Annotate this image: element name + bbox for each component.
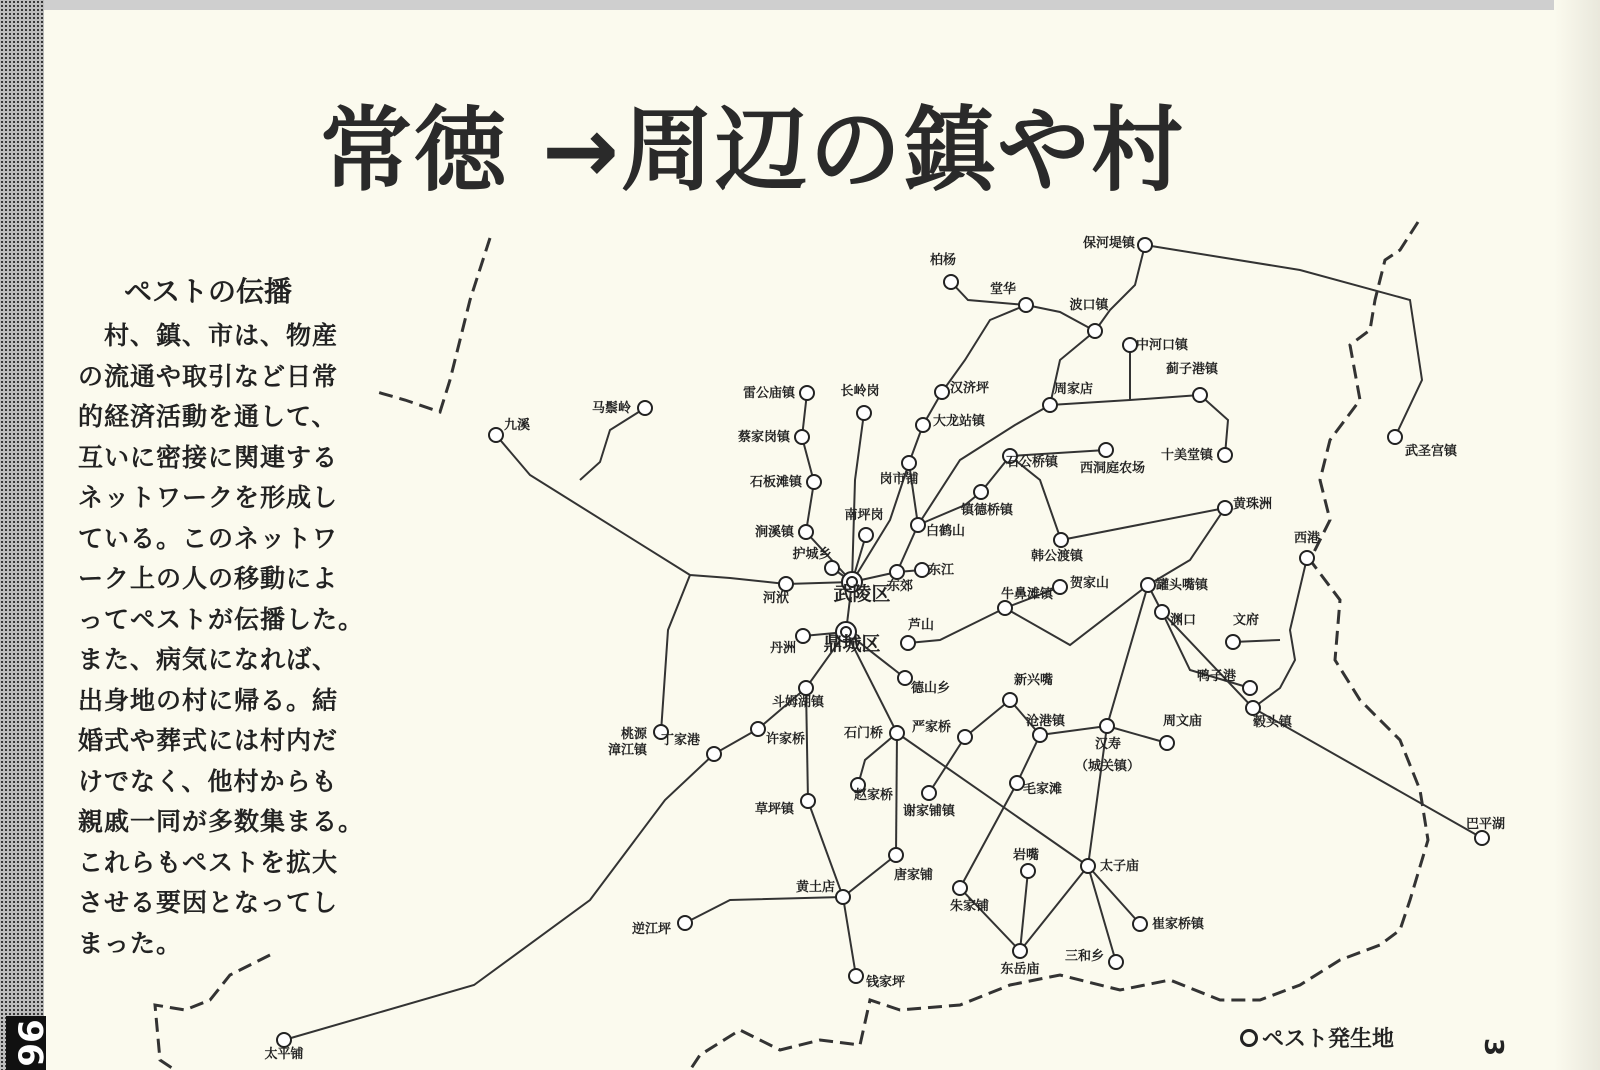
- plague-site-marker: [1081, 859, 1095, 873]
- place-label-taoyuan: 桃源漳江镇: [607, 727, 647, 758]
- plague-site-marker: [958, 730, 972, 744]
- sidebar-line: まった。: [78, 928, 183, 958]
- plague-site-marker: [998, 601, 1012, 615]
- plague-site-marker: [898, 671, 912, 685]
- sidebar-line: 互いに密接に関連する: [78, 442, 339, 472]
- plague-site-marker: [801, 794, 815, 808]
- plague-site-marker: [751, 722, 765, 736]
- sidebar-line: ネットワークを形成し: [78, 483, 339, 512]
- legend-label: ペスト発生地: [1262, 1027, 1395, 1052]
- place-label-hanji: 汉济坪: [950, 381, 990, 396]
- plague-site-marker: [1043, 398, 1057, 412]
- route-line: [929, 700, 1010, 793]
- place-label-tanghua: 堂华: [989, 282, 1016, 297]
- plague-site-marker: [889, 848, 903, 862]
- plague-site-marker: [974, 485, 988, 499]
- place-label-zhonghekou: 中河口镇: [1136, 338, 1189, 353]
- place-label-shimeitang: 十美堂镇: [1160, 448, 1213, 463]
- region-border-0: [377, 238, 490, 412]
- place-label-gutoujin: 毂头镇: [1253, 715, 1293, 730]
- plague-site-marker: [795, 430, 809, 444]
- sidebar-line: 親戚一同が多数集まる。: [78, 807, 365, 836]
- place-label-changling: 长岭岗: [840, 384, 880, 399]
- plague-site-marker: [890, 726, 904, 740]
- place-label-baiheshan: 白鹤山: [926, 524, 966, 539]
- plague-site-marker: [1019, 298, 1033, 312]
- place-label-zhaojiaqiao: 赵家桥: [854, 788, 894, 803]
- place-label-xidongting: 西洞庭农场: [1080, 461, 1146, 476]
- plague-site-marker: [825, 561, 839, 575]
- sidebar-line: ってペストが伝播した。: [78, 604, 365, 634]
- plague-site-marker: [1155, 605, 1169, 619]
- plague-site-marker: [1088, 324, 1102, 338]
- page-number-left: 96: [6, 1016, 46, 1070]
- place-label-huangtudian: 黄土店: [795, 880, 835, 895]
- plague-site-marker: [796, 629, 810, 643]
- place-label-lushan: 芦山: [908, 618, 935, 633]
- place-label-nanping: 南坪岗: [844, 508, 884, 523]
- place-label-canggang: 沧港镇: [1026, 714, 1066, 729]
- place-label-zhujiapu: 朱家铺: [950, 899, 990, 914]
- plague-site-marker: [911, 518, 925, 532]
- place-label-caopingxu: 草坪镇: [754, 802, 794, 817]
- plague-site-marker: [1099, 443, 1113, 457]
- place-label-taiping: 太平铺: [264, 1047, 304, 1062]
- place-label-huxiang: 护城乡: [792, 547, 832, 562]
- route-line: [1020, 871, 1028, 951]
- place-label-majiaqi: 马鬃岭: [591, 401, 631, 416]
- route-line: [1020, 866, 1088, 951]
- route-line: [843, 897, 856, 976]
- plague-site-marker: [638, 401, 652, 415]
- route-line: [284, 729, 758, 1040]
- plague-site-marker: [922, 786, 936, 800]
- plague-site-marker: [890, 565, 904, 579]
- plague-site-marker: [1160, 736, 1174, 750]
- sidebar-line: 婚式や葬式には村内だ: [78, 726, 339, 755]
- plague-site-marker: [1246, 701, 1260, 715]
- plague-site-marker: [1475, 831, 1489, 845]
- plague-site-marker: [489, 428, 503, 442]
- place-label-shimenqiao: 石门桥: [843, 726, 883, 741]
- plague-site-marker: [779, 577, 793, 591]
- plague-site-marker: [915, 563, 929, 577]
- plague-site-marker: [1226, 635, 1240, 649]
- route-line: [1088, 585, 1148, 866]
- place-label-hejiashan: 贺家山: [1070, 576, 1110, 591]
- plague-site-marker: [1300, 551, 1314, 565]
- place-label-jiuxi: 九溪: [504, 418, 531, 433]
- sidebar-line: これらもペストを拡大: [78, 847, 339, 877]
- page-title: 常徳 →周辺の鎮や村: [320, 97, 1186, 204]
- plague-site-marker: [799, 525, 813, 539]
- place-label-yanjiaqiao: 严家桥: [911, 720, 951, 735]
- place-label-zhendeqiao: 镇德桥镇: [961, 503, 1014, 518]
- region-border-2: [155, 955, 270, 1070]
- place-label-jizigang: 蓟子港镇: [1165, 362, 1219, 377]
- plague-site-marker: [707, 747, 721, 761]
- sidebar-line: させる要因となってし: [78, 888, 339, 917]
- place-label-doumuhu: 斗姆湖镇: [771, 695, 825, 710]
- place-label-guantouzui: 罐头嘴镇: [1156, 578, 1209, 593]
- place-label-dongjiao: 东郊: [887, 579, 914, 594]
- page-number-right: 3: [1478, 1038, 1508, 1057]
- sidebar-line: けでなく、他村からも: [78, 766, 338, 796]
- place-label-hechuan: 河洑: [762, 591, 790, 606]
- route-line: [1253, 558, 1307, 708]
- place-label-xiyu: 西港: [1293, 531, 1321, 546]
- route-line: [685, 897, 843, 923]
- place-label-baiyang: 柏杨: [929, 253, 957, 268]
- plague-site-marker: [1054, 533, 1068, 547]
- sidebar-line: の流通や取引など日常: [78, 361, 339, 391]
- place-label-yazigang: 鸭子港: [1196, 669, 1236, 684]
- plague-site-marker: [1123, 338, 1137, 352]
- place-label-taizimiao: 太子庙: [1100, 859, 1140, 874]
- plague-site-marker: [1010, 776, 1024, 790]
- sidebar-heading: ペストの伝播: [124, 275, 293, 308]
- plague-site-marker: [849, 969, 863, 983]
- place-label-sanhexiang: 三和乡: [1064, 949, 1104, 964]
- map-legend: [1240, 1022, 1394, 1053]
- place-label-jiangxi: 涧溪镇: [754, 525, 794, 540]
- place-label-leigongmiao: 雷公庙镇: [742, 386, 795, 401]
- plague-site-marker: [1218, 448, 1232, 462]
- region-border-1: [690, 222, 1428, 1070]
- place-label-yanzui: 岩嘴: [1012, 848, 1040, 863]
- sidebar-line: ーク上の人の移動によ: [78, 564, 339, 593]
- plague-site-marker: [901, 636, 915, 650]
- place-label-dongyuemiao: 东岳庙: [1000, 962, 1040, 977]
- plague-site-marker: [857, 406, 871, 420]
- plague-site-marker: [1141, 578, 1155, 592]
- plague-site-marker: [1243, 681, 1257, 695]
- route-line: [942, 305, 1026, 392]
- place-label-niubitan: 牛鼻滩镇: [1001, 587, 1054, 602]
- plague-site-marker: [944, 275, 958, 289]
- place-label-gangshi: 岗市铺: [879, 472, 919, 487]
- place-label-dongjiang: 东江: [928, 563, 955, 578]
- sidebar-line: 村、鎮、市は、物産: [104, 321, 339, 350]
- plague-site-marker: [859, 528, 873, 542]
- place-label-xinxingzui: 新兴嘴: [1014, 673, 1054, 688]
- route-line: [1200, 395, 1228, 455]
- place-label-xiejiapu: 谢家铺镇: [903, 804, 956, 819]
- place-label-bokou: 波口镇: [1069, 298, 1109, 313]
- place-label-cuijiaqiao: 崔家桥镇: [1152, 917, 1205, 932]
- plague-site-marker: [836, 890, 850, 904]
- place-label-qianjiaping: 钱家坪: [866, 975, 906, 990]
- place-label-shibantan: 石板滩镇: [749, 475, 802, 490]
- place-label-deshan: 德山乡: [911, 681, 951, 696]
- route-line: [661, 575, 690, 732]
- place-label-xujiaqiao: 许家桥: [766, 732, 806, 747]
- place-label-lukou: 渊口: [1170, 613, 1197, 628]
- plague-site-marker: [935, 385, 949, 399]
- place-label-wuling: 武陵区: [833, 583, 891, 605]
- plague-site-marker: [902, 456, 916, 470]
- plague-site-marker: [1218, 501, 1232, 515]
- route-line: [896, 733, 897, 855]
- place-label-maojiatan: 毛家滩: [1023, 782, 1063, 797]
- sidebar-line: 出身地の村に帰る。結: [78, 685, 339, 715]
- plague-site-marker: [1033, 728, 1047, 742]
- route-line: [960, 783, 1020, 951]
- place-label-hanshou2: （城关镇）: [1075, 759, 1141, 774]
- place-label-nijiangping: 逆江坪: [631, 922, 671, 937]
- place-label-hanshou: 汉寿: [1095, 737, 1122, 752]
- route-line: [843, 855, 896, 897]
- place-label-dingcheng: 鼎城区: [823, 633, 881, 655]
- plague-site-marker: [277, 1033, 291, 1047]
- place-label-zhouguadian: 周家店: [1054, 382, 1094, 397]
- place-label-dalongzhan: 大龙站镇: [933, 414, 986, 429]
- place-label-huangzhuzhou: 黄珠洲: [1233, 497, 1273, 512]
- plague-site-marker: [1021, 864, 1035, 878]
- plague-site-marker: [1138, 238, 1152, 252]
- route-line: [1162, 612, 1482, 838]
- route-line: [1061, 508, 1225, 540]
- plague-site-marker: [916, 418, 930, 432]
- place-label-bapinghu: 巴平湖: [1466, 817, 1506, 832]
- route-line: [580, 408, 645, 480]
- plague-site-marker: [1133, 917, 1147, 931]
- place-label-wushenggong: 武圣宫镇: [1405, 444, 1458, 459]
- place-label-zhouwenmiao: 周文庙: [1163, 714, 1203, 729]
- place-label-baohedi: 保河堤镇: [1082, 236, 1135, 251]
- plague-site-marker: [1013, 944, 1027, 958]
- sidebar-line: 的経済活動を通して、: [78, 402, 338, 431]
- sidebar-line: また、病気になれば、: [78, 645, 339, 674]
- place-label-dingjiagang: 丁家港: [660, 733, 700, 748]
- place-label-danzhou: 丹洲: [769, 641, 797, 656]
- plague-site-marker: [678, 916, 692, 930]
- plague-site-marker: [1100, 719, 1114, 733]
- legend-circle-icon: [1240, 1029, 1258, 1047]
- plague-site-marker: [1003, 693, 1017, 707]
- place-label-hanlujing: 韩公渡镇: [1031, 549, 1084, 564]
- sidebar-line: ている。このネットワ: [78, 523, 339, 553]
- plague-site-marker: [807, 475, 821, 489]
- place-label-caijiagang: 蔡家岗镇: [737, 430, 790, 445]
- place-label-wenfu: 文府: [1233, 613, 1260, 628]
- route-line: [1148, 508, 1225, 585]
- place-label-shigongqiao: 石公桥镇: [1006, 455, 1059, 470]
- plague-site-marker: [1109, 955, 1123, 969]
- plague-site-marker: [953, 881, 967, 895]
- plague-site-marker: [1053, 580, 1067, 594]
- place-label-tangjiapu: 唐家铺: [894, 868, 934, 883]
- plague-site-marker: [800, 386, 814, 400]
- route-line: [1095, 245, 1145, 331]
- route-line: [852, 413, 864, 582]
- plague-site-marker: [1388, 430, 1402, 444]
- plague-site-marker: [799, 681, 813, 695]
- plague-site-marker: [1193, 388, 1207, 402]
